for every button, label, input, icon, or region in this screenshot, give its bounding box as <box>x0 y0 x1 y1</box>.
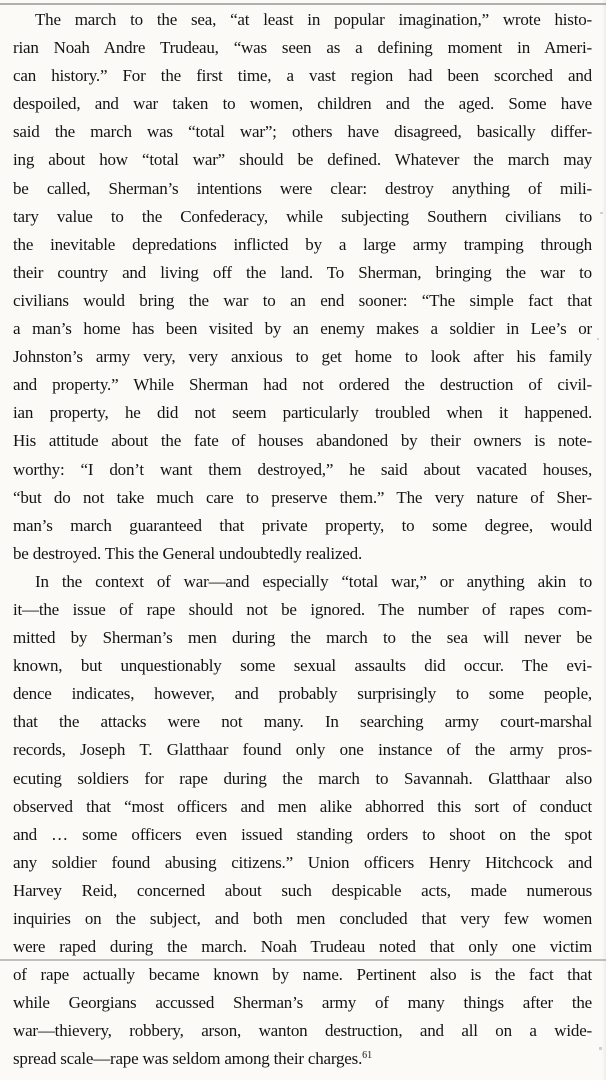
text-line: it—the issue of rape should not be ignored. The number of rapes com- <box>13 599 592 619</box>
text-line-text: spread scale—rape was seldom among their charges. <box>13 1049 363 1069</box>
text-line: records, Joseph T. Glatthaar found only one instance of the army pros- <box>13 740 592 760</box>
paragraph-2 <box>13 568 592 1074</box>
text-line: while Georgians accussed Sherman’s army of many things after the <box>13 993 592 1013</box>
scan-artifact <box>600 212 603 214</box>
text-line: despoiled, and war taken to women, children and the aged. Some have <box>13 94 592 114</box>
text-line: tary value to the Confederacy, while subjecting Southern civilians to <box>13 206 592 226</box>
text-line: Harvey Reid, concerned about such despicable acts, made numerous <box>13 880 592 900</box>
text-line: His attitude about the fate of houses abandoned by their owners is note- <box>13 431 592 451</box>
text-line: “but do not take much care to preserve them.” The very nature of Sher- <box>13 487 592 507</box>
text-line: the inevitable depredations inflicted by a large army tramping through <box>13 234 592 254</box>
text-line: and property.” While Sherman had not ordered the destruction of civil- <box>13 375 592 395</box>
text-line: man’s march guaranteed that private property, to some degree, would <box>13 515 592 535</box>
text-line: civilians would bring the war to an end sooner: “The simple fact that <box>13 290 592 310</box>
text-line: be called, Sherman’s intentions were clear: destroy anything of mili- <box>13 178 592 198</box>
text-line: war—thievery, robbery, arson, wanton destruction, and all on a wide- <box>13 1021 592 1041</box>
text-line: said the march was “total war”; others have disagreed, basically differ- <box>13 122 592 142</box>
text-line <box>13 1045 592 1073</box>
text-line: that the attacks were not many. In searching army court-marshal <box>13 712 592 732</box>
text-line: can history.” For the first time, a vast region had been scorched and <box>13 66 592 86</box>
text-line: mitted by Sherman’s men during the march to the sea will never be <box>13 628 592 648</box>
text-line: ecuting soldiers for rape during the march to Savannah. Glatthaar also <box>13 768 592 788</box>
text-line: ian property, he did not seem particularly troubled when it happened. <box>13 403 592 423</box>
text-line: a man’s home has been visited by an enemy makes a soldier in Lee’s or <box>13 319 592 339</box>
text-line: known, but unquestionably some sexual assaults did occur. The evi- <box>13 656 592 676</box>
text-line: were raped during the march. Noah Trudeau noted that only one victim <box>13 937 592 957</box>
text-line: observed that “most officers and men alike abhorred this sort of conduct <box>13 796 592 816</box>
scan-artifact <box>599 1047 602 1050</box>
text-line: The march to the sea, “at least in popular imagination,” wrote histo- <box>35 10 592 29</box>
text-line: worthy: “I don’t want them destroyed,” he said about vacated houses, <box>13 459 592 479</box>
text-line: be destroyed. This the General undoubtedly realized. <box>13 543 362 563</box>
text-line: inquiries on the subject, and both men concluded that very few women <box>13 909 592 928</box>
text-line: ing about how “total war” should be defined. Whatever the march may <box>13 150 592 170</box>
page-seam-line <box>0 959 606 961</box>
text-line: In the context of war—and especially “total war,” or anything akin to <box>35 571 592 591</box>
text-line: their country and living off the land. To Sherman, bringing the war to <box>13 262 592 282</box>
paragraph-1 <box>13 6 592 568</box>
text-line: and … some officers even issued standing orders to shoot on the spot <box>13 824 592 844</box>
text-line: rian Noah Andre Trudeau, “was seen as a defining moment in Ameri- <box>13 38 592 58</box>
page-text <box>13 6 592 1074</box>
scan-edge-shading <box>602 0 606 1080</box>
footnote-reference: 61 <box>362 1050 373 1062</box>
scan-artifact <box>597 338 599 340</box>
text-line: Johnston’s army very, very anxious to get home to look after his family <box>13 347 592 367</box>
page-top-rule <box>0 3 606 5</box>
text-line: of rape actually became known by name. Pertinent also is the fact that <box>13 965 592 985</box>
text-line: any soldier found abusing citizens.” Union officers Henry Hitchcock and <box>13 852 592 872</box>
text-line: dence indicates, however, and probably surprisingly to some people, <box>13 684 592 704</box>
